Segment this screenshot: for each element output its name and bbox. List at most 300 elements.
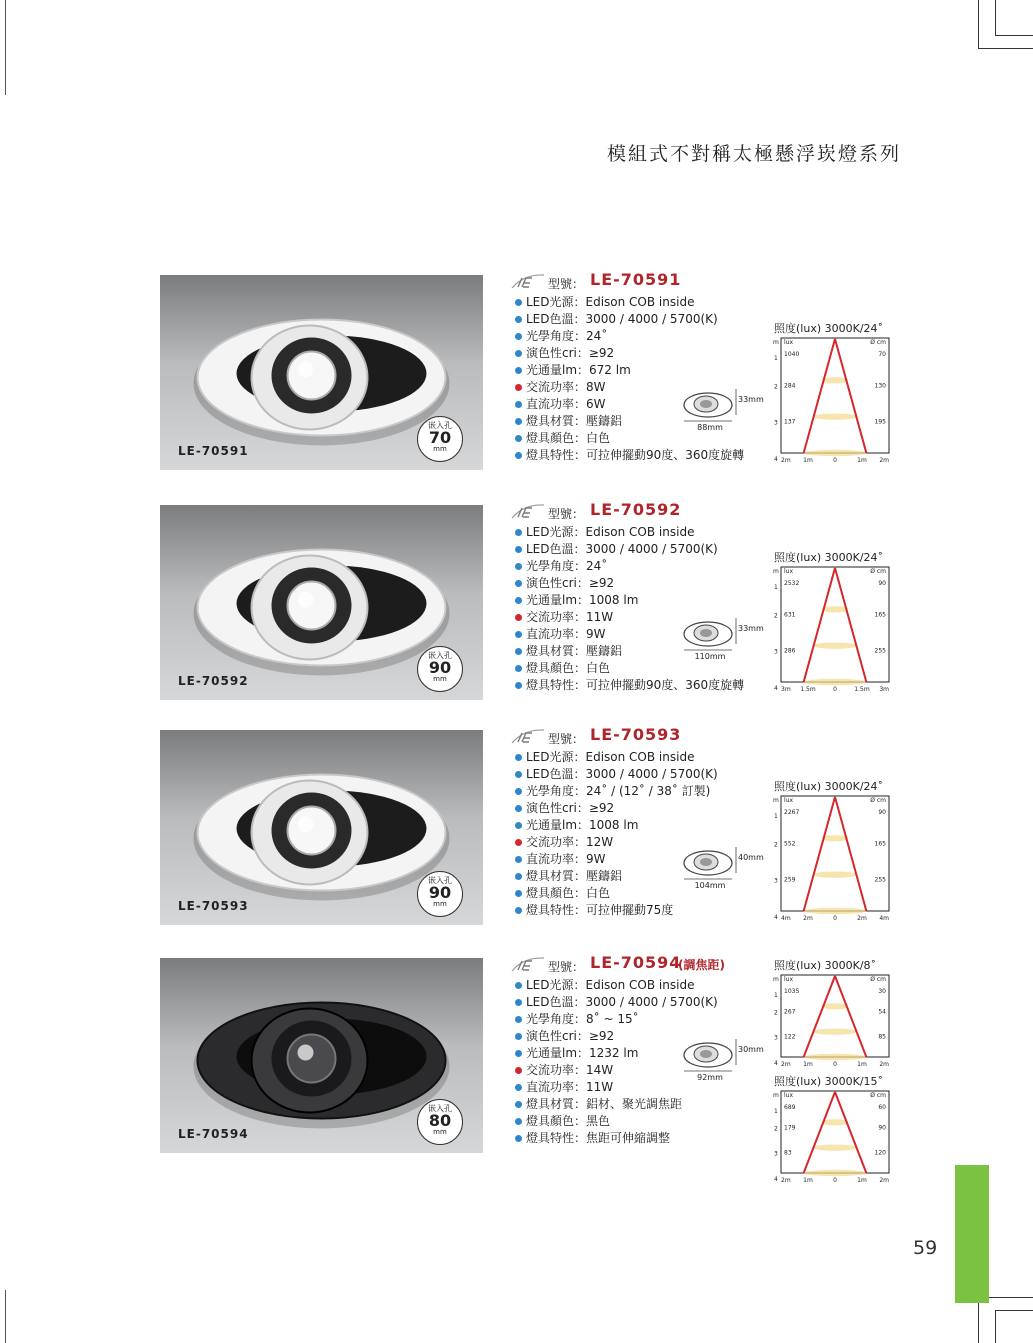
x-tick: 0	[833, 1061, 837, 1068]
chapter-tab	[955, 1165, 989, 1303]
diameter-header: Ø cm	[870, 797, 886, 804]
spec-text: 燈具材質：鋁材、聚光調焦距	[526, 1097, 683, 1111]
x-tick: 2m	[879, 457, 889, 464]
model-code: LE-70592	[590, 500, 682, 519]
spec-text: LED光源：Edison COB inside	[526, 750, 695, 764]
lux-value: 2532	[784, 580, 800, 587]
spec-text: 演色性cri：≥92	[526, 576, 615, 590]
spec-item	[510, 677, 770, 694]
diameter-value: 255	[874, 876, 886, 884]
spec-text: LED色溫：3000 / 4000 / 5700(K)	[526, 767, 718, 781]
spec-text: 燈具材質：壓鑄鋁	[526, 414, 623, 428]
beam-level	[813, 1144, 857, 1150]
lux-header: lux	[784, 339, 794, 346]
spec-text: 直流功率：11W	[526, 1080, 614, 1094]
bullet-dot-icon	[515, 1084, 522, 1091]
distance-tick: 3	[774, 877, 778, 885]
spec-item	[510, 1096, 770, 1113]
beam-level	[813, 642, 857, 648]
diameter-header: Ø cm	[870, 339, 886, 346]
crop-mark	[5, 0, 6, 95]
bullet-dot-icon	[515, 384, 522, 391]
spec-text: 燈具材質：壓鑄鋁	[526, 644, 623, 658]
bullet-dot-icon	[515, 890, 522, 897]
cutout-value: 90	[428, 883, 452, 902]
beam-level	[804, 908, 867, 914]
spec-item	[510, 1130, 770, 1147]
spec-text: 燈具特性：可拉伸擺動75度	[526, 903, 674, 917]
beam-level	[804, 1054, 867, 1060]
spec-text: 燈具顏色：白色	[526, 661, 611, 675]
diameter-value: 85	[878, 1033, 886, 1041]
x-tick: 2m	[781, 457, 791, 464]
lux-chart-title: 照度(lux) 3000K/15˚	[774, 1075, 884, 1088]
le-logo-icon	[510, 502, 546, 520]
lux-chart-title: 照度(lux) 3000K/24˚	[774, 780, 884, 793]
spec-item	[510, 447, 770, 464]
distance-tick: 2	[774, 1125, 778, 1133]
model-note: (調焦距)	[678, 958, 725, 972]
spec-item	[510, 558, 770, 575]
x-tick: 2m	[781, 1177, 791, 1184]
bullet-dot-icon	[515, 754, 522, 761]
lux-header: lux	[784, 976, 794, 983]
spec-list	[510, 502, 770, 694]
model-label: 型號：	[548, 507, 585, 521]
bullet-dot-icon	[515, 1135, 522, 1142]
crop-mark	[995, 1310, 1033, 1311]
cutout-value: 80	[428, 1111, 452, 1130]
lux-value: 284	[784, 382, 796, 390]
diameter-header: Ø cm	[870, 1092, 886, 1099]
spec-text: 光通量lm：1232 lm	[526, 1046, 639, 1060]
x-tick: 1m	[857, 1061, 867, 1068]
x-tick: 1m	[803, 457, 813, 464]
lux-chart	[771, 794, 893, 923]
x-tick: 4m	[781, 915, 791, 922]
bullet-dot-icon	[515, 299, 522, 306]
model-label: 型號：	[548, 732, 585, 746]
spec-text: LED光源：Edison COB inside	[526, 295, 695, 309]
x-tick: 4m	[879, 915, 889, 922]
crop-mark	[995, 1310, 996, 1343]
diameter-value: 165	[874, 840, 886, 848]
spec-text: 演色性cri：≥92	[526, 801, 615, 815]
diameter-value: 54	[878, 1008, 886, 1016]
spec-item	[510, 592, 770, 609]
bullet-dot-icon	[515, 648, 522, 655]
x-tick: 0	[833, 915, 837, 922]
bullet-dot-icon	[515, 452, 522, 459]
spec-text: 光學角度：24˚	[526, 329, 608, 343]
distance-tick: 2	[774, 612, 778, 620]
crop-mark	[5, 1290, 6, 1343]
spec-header	[510, 272, 770, 294]
distance-tick: 3	[774, 1150, 778, 1158]
x-tick: 2m	[857, 915, 867, 922]
spec-list	[510, 727, 770, 919]
spec-text: 光學角度：24˚ / (12˚ / 38˚ 訂製)	[526, 784, 711, 798]
spec-text: LED色溫：3000 / 4000 / 5700(K)	[526, 995, 718, 1009]
axis-unit-m: m	[773, 797, 779, 804]
cutout-label: 嵌入孔	[428, 421, 452, 430]
lux-chart	[771, 1089, 893, 1185]
crop-mark	[978, 0, 979, 48]
cutout-unit: mm	[433, 675, 447, 683]
lamp-lens	[288, 807, 336, 855]
beam-level	[804, 450, 867, 456]
distance-tick: 1	[774, 992, 778, 999]
lux-header: lux	[784, 568, 794, 575]
bullet-dot-icon	[515, 350, 522, 357]
distance-tick: 4	[774, 914, 778, 921]
lux-value: 286	[784, 647, 796, 655]
spec-item	[510, 783, 770, 800]
dimension-drawing	[678, 614, 768, 660]
bullet-dot-icon	[515, 839, 522, 846]
cutout-label: 嵌入孔	[428, 651, 452, 660]
spec-item	[510, 541, 770, 558]
crop-mark	[995, 0, 996, 35]
x-tick: 3m	[781, 686, 791, 693]
bullet-dot-icon	[515, 1101, 522, 1108]
lux-value: 552	[784, 840, 796, 848]
bullet-dot-icon	[515, 563, 522, 570]
beam-level	[822, 1003, 848, 1009]
page-title: 模組式不對稱太極懸浮崁燈系列	[607, 143, 902, 165]
spec-text: 直流功率：9W	[526, 627, 606, 641]
spec-item	[510, 328, 770, 345]
beam-level	[813, 413, 857, 419]
bullet-dot-icon	[515, 665, 522, 672]
beam-level	[822, 377, 848, 383]
lux-value: 179	[784, 1124, 796, 1132]
cutout-badge	[417, 646, 463, 692]
photo-model-code: LE-70591	[178, 444, 249, 458]
lux-chart	[771, 565, 893, 694]
distance-tick: 3	[774, 648, 778, 656]
lux-chart-block	[771, 778, 893, 923]
beam-level	[822, 606, 848, 612]
cutout-badge	[417, 871, 463, 917]
photo-model-code: LE-70593	[178, 899, 249, 913]
lamp-highlight	[298, 592, 314, 608]
distance-tick: 4	[774, 685, 778, 692]
beam-level	[822, 835, 848, 841]
bullet-dot-icon	[515, 367, 522, 374]
diameter-value: 90	[878, 809, 886, 816]
photo-model-code: LE-70592	[178, 674, 249, 688]
bullet-dot-icon	[515, 805, 522, 812]
diameter-value: 120	[874, 1149, 886, 1157]
beam-level	[804, 679, 867, 685]
spec-text: 燈具特性：可拉伸擺動90度、360度旋轉	[526, 678, 745, 692]
model-label: 型號：	[548, 277, 585, 291]
lamp-lens	[288, 352, 336, 400]
x-tick: 3m	[879, 686, 889, 693]
spec-text: 演色性cri：≥92	[526, 346, 615, 360]
bullet-dot-icon	[515, 1118, 522, 1125]
diameter-value: 70	[878, 351, 886, 358]
bullet-dot-icon	[515, 418, 522, 425]
cutout-label: 嵌入孔	[428, 1104, 452, 1113]
spec-text: LED色溫：3000 / 4000 / 5700(K)	[526, 312, 718, 326]
spec-item	[510, 749, 770, 766]
crop-mark	[995, 35, 1033, 36]
product-photo	[160, 275, 483, 470]
spec-item	[510, 660, 770, 677]
lamp-highlight	[298, 817, 314, 833]
lux-chart	[771, 973, 893, 1069]
spec-item	[510, 817, 770, 834]
beam-level	[822, 1119, 848, 1125]
spec-item	[510, 430, 770, 447]
spec-text: 直流功率：6W	[526, 397, 606, 411]
beam-level	[813, 871, 857, 877]
distance-tick: 1	[774, 584, 778, 591]
lux-chart-title: 照度(lux) 3000K/24˚	[774, 322, 884, 335]
spec-text: 光通量lm：672 lm	[526, 363, 631, 377]
dimension-height: 33mm	[738, 395, 764, 404]
x-tick: 1m	[803, 1177, 813, 1184]
x-tick: 2m	[879, 1177, 889, 1184]
bullet-dot-icon	[515, 597, 522, 604]
bullet-dot-icon	[515, 546, 522, 553]
diameter-value: 255	[874, 647, 886, 655]
spec-text: 燈具顏色：白色	[526, 886, 611, 900]
x-tick: 0	[833, 457, 837, 464]
lux-chart-frame	[781, 1091, 889, 1173]
x-tick: 0	[833, 1177, 837, 1184]
spec-text: 光通量lm：1008 lm	[526, 818, 639, 832]
le-logo-icon	[510, 272, 546, 290]
diameter-value: 195	[874, 418, 886, 426]
lux-value: 122	[784, 1033, 796, 1041]
spec-text: LED光源：Edison COB inside	[526, 978, 695, 992]
lux-chart-block	[771, 320, 893, 465]
bullet-dot-icon	[515, 631, 522, 638]
dimension-drawing	[678, 1035, 768, 1081]
diameter-value: 90	[878, 580, 886, 587]
cutout-value: 90	[428, 658, 452, 677]
spec-item	[510, 294, 770, 311]
crop-mark	[978, 1297, 979, 1343]
diameter-header: Ø cm	[870, 568, 886, 575]
lux-chart-block	[771, 957, 893, 1069]
cutout-unit: mm	[433, 445, 447, 453]
cutout-label: 嵌入孔	[428, 876, 452, 885]
diameter-header: Ø cm	[870, 976, 886, 983]
lamp-lens	[288, 582, 336, 630]
bullet-dot-icon	[515, 873, 522, 880]
spec-text: 光通量lm：1008 lm	[526, 593, 639, 607]
bullet-dot-icon	[515, 1033, 522, 1040]
spec-text: 燈具特性：焦距可伸縮調整	[526, 1131, 671, 1145]
x-tick: 1.5m	[800, 686, 816, 693]
spec-item	[510, 1011, 770, 1028]
distance-tick: 1	[774, 813, 778, 820]
bullet-dot-icon	[515, 788, 522, 795]
spec-item	[510, 345, 770, 362]
lamp-highlight	[298, 362, 314, 378]
spec-header	[510, 955, 770, 977]
spec-header	[510, 727, 770, 749]
model-code: LE-70591	[590, 270, 682, 289]
x-tick: 2m	[803, 915, 813, 922]
lux-chart-block	[771, 1073, 893, 1185]
bullet-dot-icon	[515, 999, 522, 1006]
x-tick: 2m	[879, 1061, 889, 1068]
spec-text: 演色性cri：≥92	[526, 1029, 615, 1043]
bullet-dot-icon	[515, 435, 522, 442]
x-tick: 1m	[857, 457, 867, 464]
spec-text: 燈具顏色：黑色	[526, 1114, 611, 1128]
model-label: 型號：	[548, 960, 585, 974]
dimension-width: 104mm	[694, 881, 726, 890]
distance-tick: 2	[774, 383, 778, 391]
bullet-dot-icon	[515, 316, 522, 323]
bullet-dot-icon	[515, 856, 522, 863]
spec-text: 交流功率：11W	[526, 610, 614, 624]
beam-level	[804, 1170, 867, 1176]
distance-tick: 1	[774, 355, 778, 362]
bullet-dot-icon	[515, 771, 522, 778]
x-tick: 1m	[803, 1061, 813, 1068]
spec-item	[510, 994, 770, 1011]
lux-value: 1035	[784, 988, 800, 995]
bullet-dot-icon	[515, 1067, 522, 1074]
spec-item	[510, 362, 770, 379]
lux-value: 1040	[784, 351, 800, 358]
x-tick: 1m	[857, 1177, 867, 1184]
cutout-badge	[417, 1099, 463, 1145]
spec-text: 光學角度：8˚ ~ 15˚	[526, 1012, 639, 1026]
diameter-value: 130	[874, 382, 886, 390]
distance-tick: 4	[774, 1176, 778, 1183]
spec-text: 燈具顏色：白色	[526, 431, 611, 445]
lux-chart-title: 照度(lux) 3000K/8˚	[774, 959, 877, 972]
cutout-value: 70	[428, 428, 452, 447]
spec-item	[510, 902, 770, 919]
le-logo-icon	[510, 727, 546, 745]
bullet-dot-icon	[515, 822, 522, 829]
lamp-lens	[288, 1035, 336, 1083]
dimension-width: 92mm	[697, 1073, 723, 1082]
distance-tick: 1	[774, 1108, 778, 1115]
spec-item	[510, 766, 770, 783]
lux-value: 267	[784, 1008, 796, 1016]
lux-header: lux	[784, 797, 794, 804]
lux-value: 631	[784, 611, 796, 619]
diameter-value: 165	[874, 611, 886, 619]
x-tick: 2m	[781, 1061, 791, 1068]
bullet-dot-icon	[515, 580, 522, 587]
spec-text: 交流功率：8W	[526, 380, 606, 394]
bullet-dot-icon	[515, 682, 522, 689]
bullet-dot-icon	[515, 907, 522, 914]
spec-text: LED色溫：3000 / 4000 / 5700(K)	[526, 542, 718, 556]
bullet-dot-icon	[515, 1016, 522, 1023]
diameter-value: 60	[878, 1104, 886, 1111]
spec-header	[510, 502, 770, 524]
spec-text: 交流功率：12W	[526, 835, 614, 849]
lux-value: 2267	[784, 809, 800, 816]
model-code: LE-70593	[590, 725, 682, 744]
lux-chart-title: 照度(lux) 3000K/24˚	[774, 551, 884, 564]
lux-value: 83	[784, 1149, 792, 1157]
spec-text: 燈具特性：可拉伸擺動90度、360度旋轉	[526, 448, 745, 462]
dimension-height: 40mm	[738, 853, 764, 862]
spec-text: 光學角度：24˚	[526, 559, 608, 573]
bullet-dot-icon	[515, 1050, 522, 1057]
distance-tick: 3	[774, 1034, 778, 1042]
product-photo	[160, 730, 483, 925]
lamp-highlight	[298, 1045, 314, 1061]
spec-text: LED光源：Edison COB inside	[526, 525, 695, 539]
axis-unit-m: m	[773, 976, 779, 983]
crop-mark	[978, 48, 1033, 49]
dimension-drawing	[678, 843, 768, 889]
le-logo-icon	[510, 955, 546, 973]
bullet-dot-icon	[515, 401, 522, 408]
spec-item	[510, 524, 770, 541]
distance-tick: 3	[774, 419, 778, 427]
x-tick: 0	[833, 686, 837, 693]
cutout-unit: mm	[433, 1128, 447, 1136]
spec-item	[510, 977, 770, 994]
lux-header: lux	[784, 1092, 794, 1099]
dimension-height: 33mm	[738, 624, 764, 633]
bullet-dot-icon	[515, 614, 522, 621]
cutout-badge	[417, 416, 463, 462]
x-tick: 1.5m	[854, 686, 870, 693]
spec-item	[510, 311, 770, 328]
spec-text: 直流功率：9W	[526, 852, 606, 866]
page-number: 59	[913, 1237, 938, 1259]
model-code: LE-70594	[590, 953, 682, 972]
axis-unit-m: m	[773, 568, 779, 575]
spec-item	[510, 575, 770, 592]
lux-chart-block	[771, 549, 893, 694]
lux-value: 259	[784, 876, 796, 884]
product-photo	[160, 505, 483, 700]
diameter-value: 30	[878, 988, 886, 995]
lux-chart	[771, 336, 893, 465]
diameter-value: 90	[878, 1124, 886, 1132]
axis-unit-m: m	[773, 339, 779, 346]
beam-level	[813, 1028, 857, 1034]
bullet-dot-icon	[515, 333, 522, 340]
lux-value: 137	[784, 418, 796, 426]
photo-model-code: LE-70594	[178, 1127, 249, 1141]
product-photo	[160, 958, 483, 1153]
spec-item	[510, 800, 770, 817]
axis-unit-m: m	[773, 1092, 779, 1099]
distance-tick: 4	[774, 456, 778, 463]
distance-tick: 4	[774, 1060, 778, 1067]
distance-tick: 2	[774, 841, 778, 849]
spec-text: 交流功率：14W	[526, 1063, 614, 1077]
bullet-dot-icon	[515, 529, 522, 536]
spec-list	[510, 272, 770, 464]
spec-item	[510, 1113, 770, 1130]
dimension-height: 30mm	[738, 1045, 764, 1054]
lux-value: 689	[784, 1104, 796, 1111]
cutout-unit: mm	[433, 900, 447, 908]
dimension-width: 88mm	[697, 423, 723, 432]
distance-tick: 2	[774, 1009, 778, 1017]
bullet-dot-icon	[515, 982, 522, 989]
